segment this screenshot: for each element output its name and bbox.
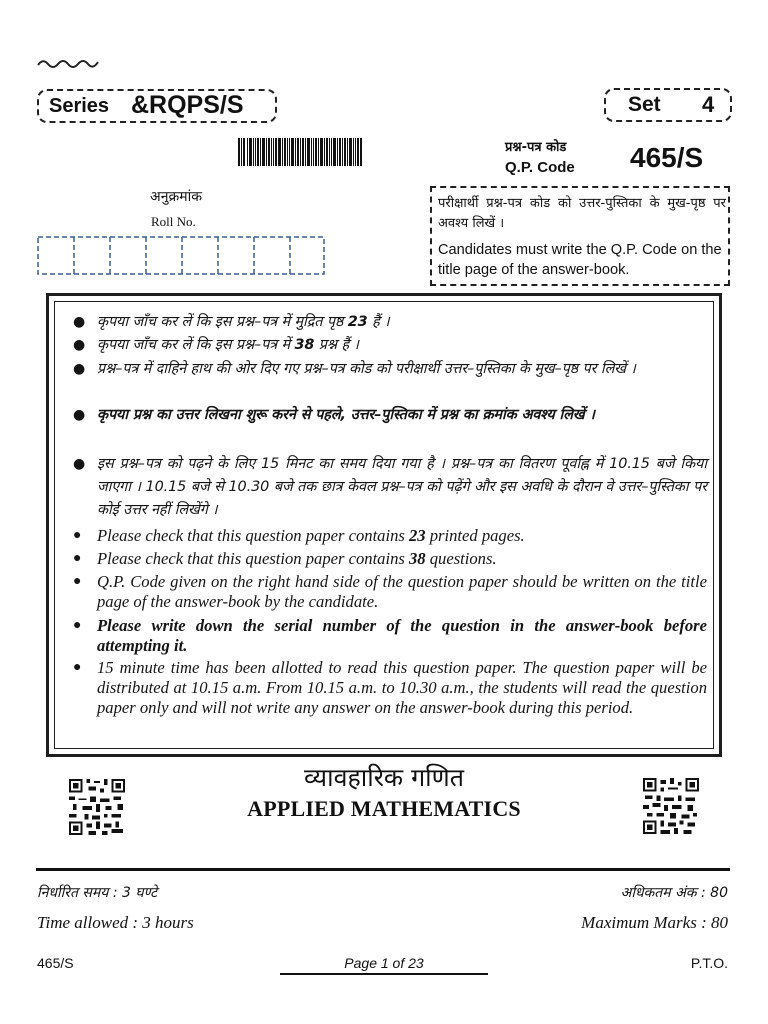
instruction-hi-2: ● कृपया जाँच कर लें कि इस प्रश्न–पत्र में 38 प्रश्न हैं । xyxy=(97,334,707,357)
bullet-icon: ● xyxy=(73,574,82,589)
bullet-icon: ● xyxy=(73,551,82,566)
instruction-hi-3: ● प्रश्न–पत्र में दाहिने हाथ की ओर दिए गए प्रश्न–पत्र कोड को परीक्षार्थी उत्तर–पुस्तिका के मुख–पृष्ठ पर लिखें । xyxy=(97,358,707,381)
roll-no-label: Roll No. xyxy=(151,214,196,229)
instruction-hi-5: ● इस प्रश्न–पत्र को पढ़ने के लिए 15 मिनट का समय दिया गया है । प्रश्न–पत्र का वितरण पूर्वाह्न में 10.15 बजे किया जाएगा । 10.15 बजे से 10.30 बजे तक छात्र केवल प्रश्न–पत्र को पढ़ेंगे और इस अवधि के दौरान वे उत्तर–पुस्तिका पर कोई उत्तर नहीं लिखेंगे । xyxy=(97,453,707,522)
instruction-hi-1: ● कृपया जाँच कर लें कि इस प्रश्न–पत्र में मुद्रित पृष्ठ 23 हैं । xyxy=(97,311,707,334)
series-code: &RQPS/S xyxy=(131,91,244,119)
instruction-en-5: ● 15 minute time has been allotted to read this question paper. The question paper will be distributed at 10.15 a.m. From 10.15 a.m. to 10.30 a.m., the students will read the question paper only and will not write any answer on the answer-book during this period. xyxy=(73,658,707,717)
footer-pto: P.T.O. xyxy=(690,955,728,971)
set-number: 4 xyxy=(702,92,715,117)
roll-no-label-hindi: अनुक्रमांक xyxy=(150,189,202,205)
instruction-en-2: ● Please check that this question paper contains 38 questions. xyxy=(73,549,497,568)
series-label: Series xyxy=(49,95,110,117)
subject-title-english: APPLIED MATHEMATICS xyxy=(247,796,521,821)
bullet-icon: ● xyxy=(73,407,86,423)
subject-title-hindi: व्यावहारिक गणित xyxy=(304,763,464,792)
footer-underline xyxy=(280,973,488,975)
maximum-marks-english: Maximum Marks : 80 xyxy=(581,913,728,932)
series-box xyxy=(37,89,277,123)
time-allowed-english: Time allowed : 3 hours xyxy=(37,913,194,932)
divider-rule xyxy=(36,868,730,871)
bullet-icon: ● xyxy=(73,660,82,675)
bullet-icon: ● xyxy=(73,618,82,633)
squiggle-mark-icon xyxy=(36,56,100,70)
time-allowed-hindi: निर्धारित समय : 3 घण्टे xyxy=(37,885,158,901)
instruction-en-3: ● Q.P. Code given on the right hand side of the question paper should be written on the title page of the answer-book by the candidate. xyxy=(73,572,707,611)
qp-code-value: 465/S xyxy=(630,142,704,173)
barcode-icon xyxy=(238,138,362,166)
bullet-icon: ● xyxy=(73,314,86,330)
instructions-box xyxy=(46,293,722,757)
bullet-icon: ● xyxy=(73,456,86,472)
qp-code-label-hindi: प्रश्न-पत्र कोड xyxy=(505,140,567,155)
bullet-icon: ● xyxy=(73,361,86,377)
roll-number-boxes[interactable] xyxy=(37,236,325,275)
footer-qp-code: 465/S xyxy=(37,955,74,971)
maximum-marks-hindi: अधिकतम अंक : 80 xyxy=(620,885,728,901)
candidate-note-english: Candidates must write the Q.P. Code on the title page of the answer-book. xyxy=(438,242,722,278)
footer-page-number: Page 1 of 23 xyxy=(344,955,424,971)
bullet-icon: ● xyxy=(73,337,86,353)
set-box xyxy=(604,88,732,122)
candidate-note-box xyxy=(430,186,730,286)
bullet-icon: ● xyxy=(73,528,82,543)
set-label: Set xyxy=(628,93,661,116)
qp-code-label: Q.P. Code xyxy=(505,159,575,176)
instruction-en-4: ● Please write down the serial number of the question in the answer-book before attempting it. xyxy=(73,616,707,655)
instruction-en-1: ● Please check that this question paper contains 23 printed pages. xyxy=(73,526,525,545)
candidate-note-hindi: परीक्षार्थी प्रश्न-पत्र कोड को उत्तर-पुस्तिका के मुख-पृष्ठ पर अवश्य लिखें । xyxy=(438,196,726,231)
instruction-hi-4: ● कृपया प्रश्न का उत्तर लिखना शुरू करने से पहले, उत्तर–पुस्तिका में प्रश्न का क्रमांक अवश्य लिखें । xyxy=(97,404,707,427)
